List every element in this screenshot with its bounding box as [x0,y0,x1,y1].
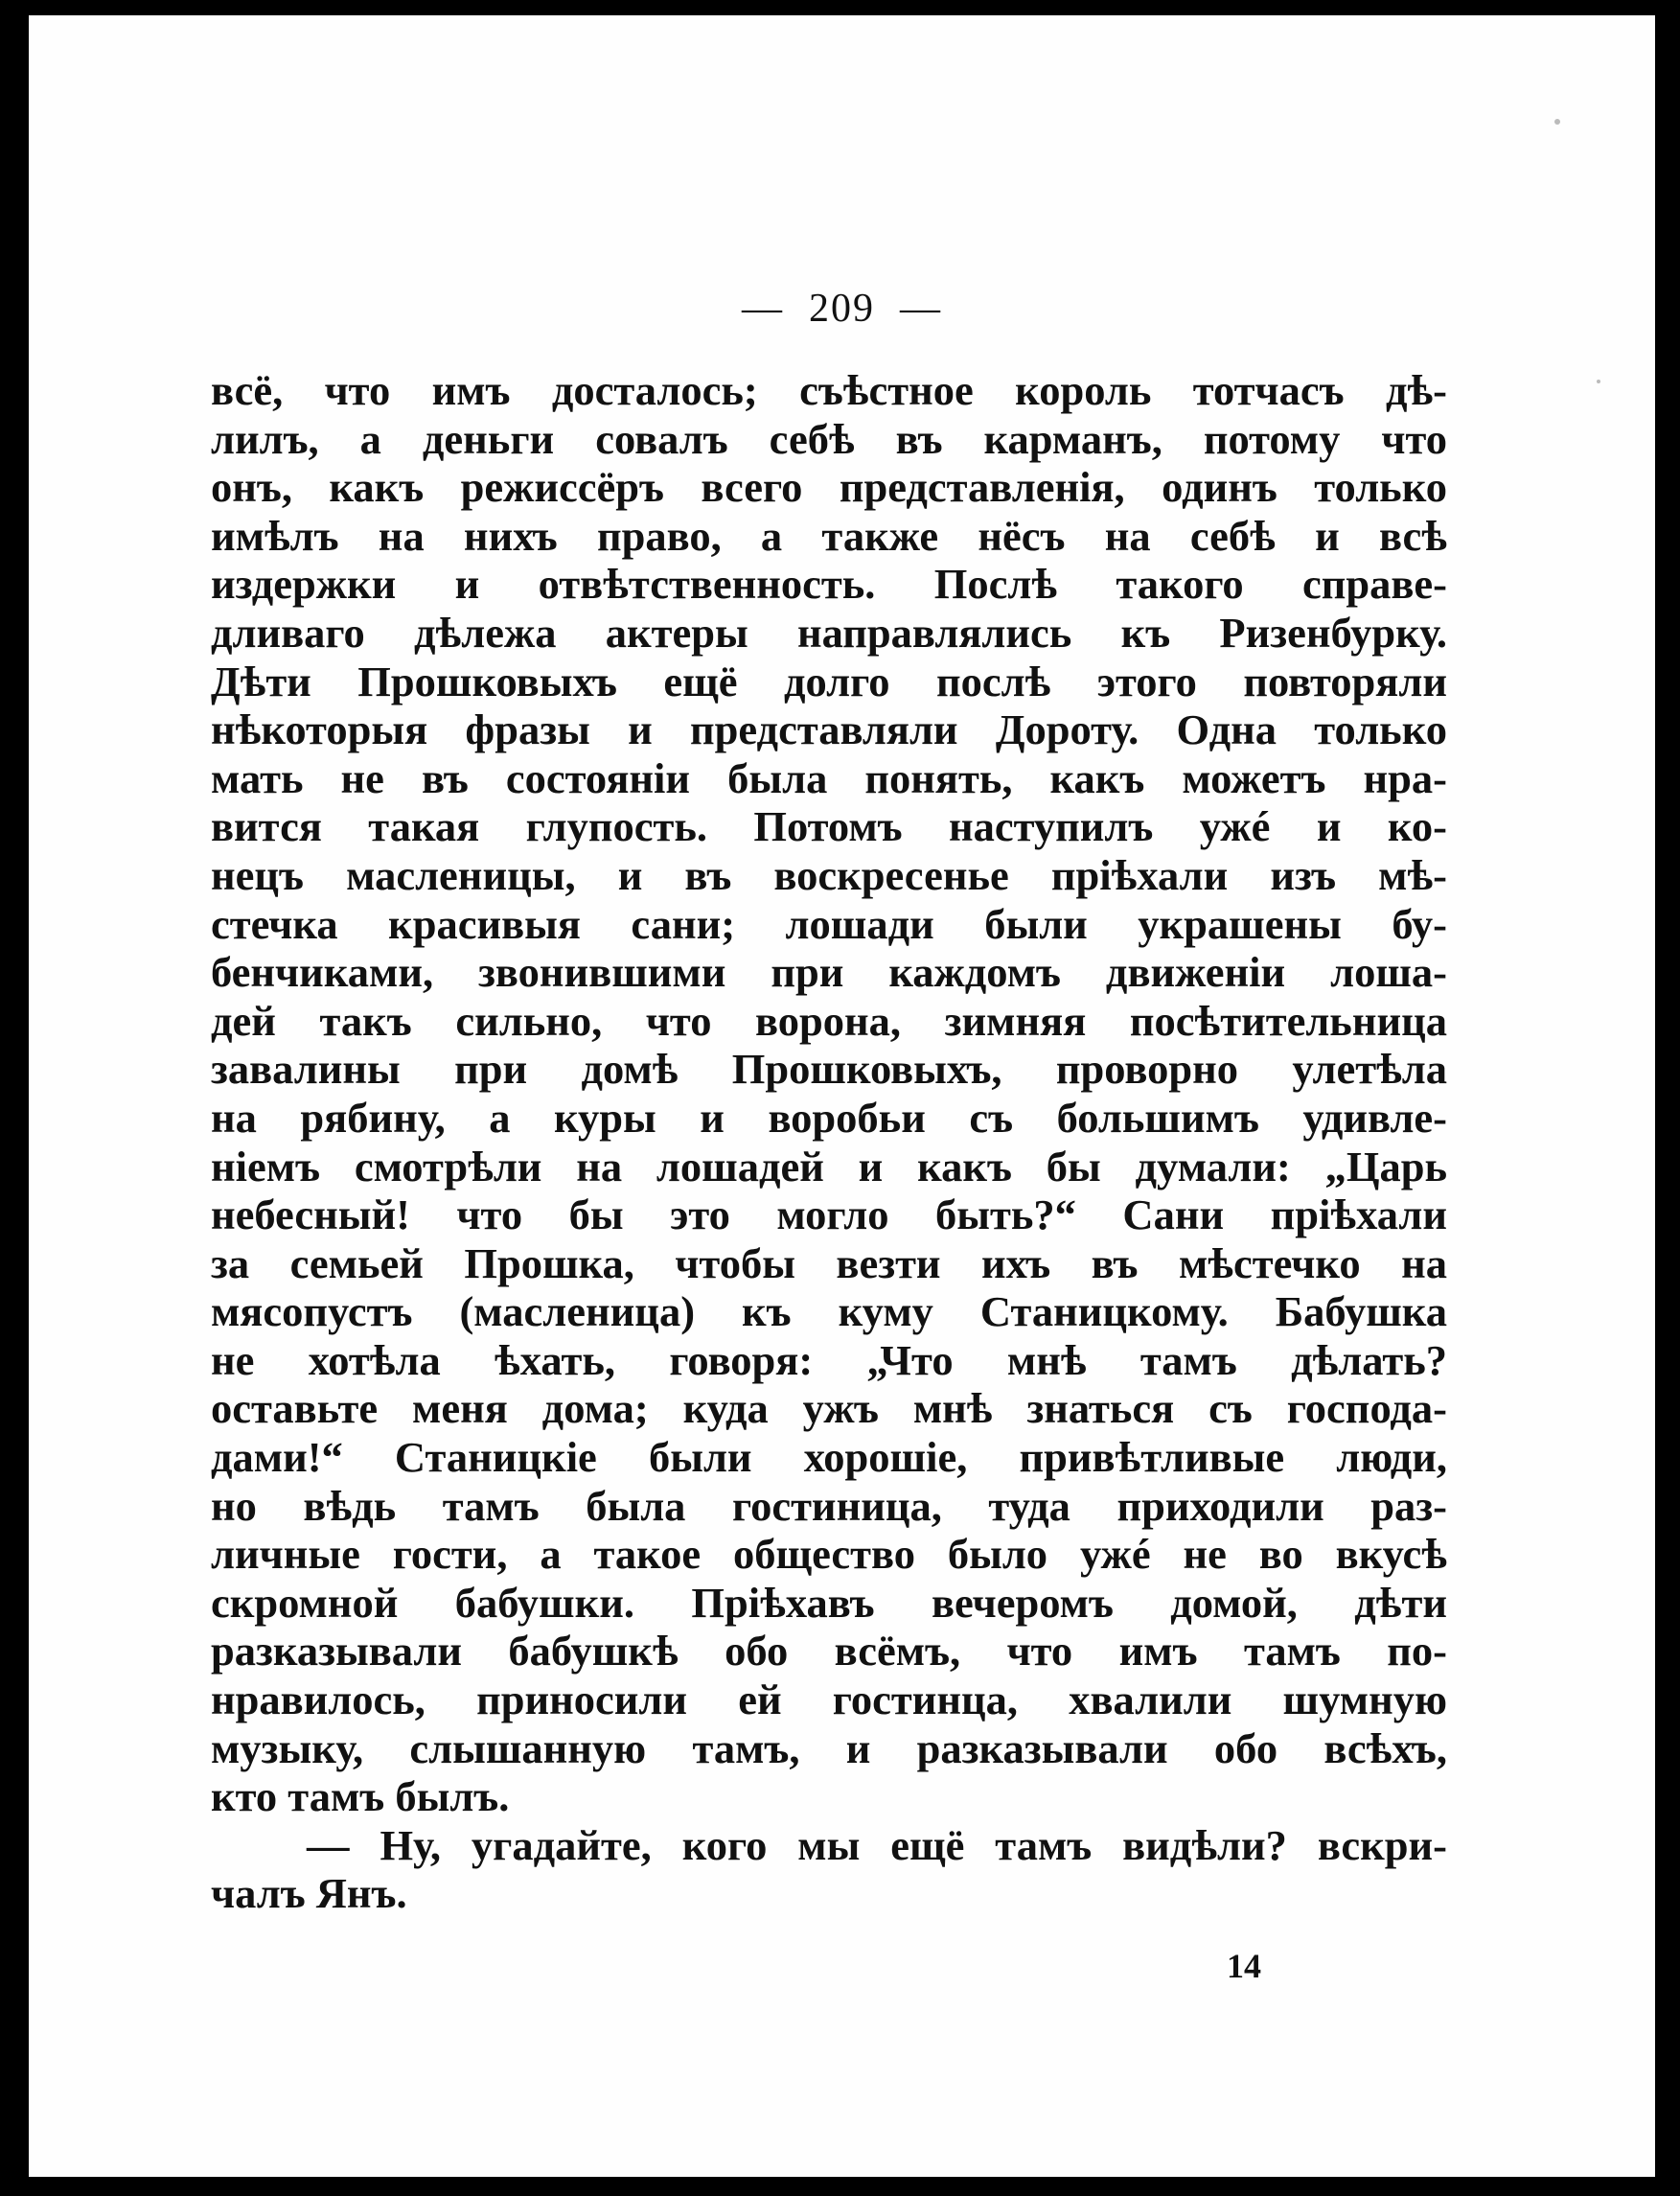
text-line: стечка красивыя сани; лошади были украшены бу- [211,899,1447,948]
text-line: скромной бабушки. Пріѣхавъ вечеромъ домой, дѣти [211,1578,1447,1627]
text-line: нѣкоторыя фразы и представляли Дороту. Одна только [211,705,1447,754]
text-line: за семьей Прошка, чтобы везти ихъ въ мѣстечко на [211,1238,1447,1287]
paper-speck [1554,119,1560,125]
text-line: дливаго дѣлежа актеры направлялись къ Ризенбурку. [211,608,1447,657]
text-line: небесный! что бы это могло быть?“ Сани пріѣхали [211,1190,1447,1239]
text-line: Дѣти Прошковыхъ ещё долго послѣ этого повторяли [211,657,1447,705]
text-line: но вѣдь тамъ была гостиница, туда приходили раз- [211,1481,1447,1530]
header-dash-right: — [900,287,942,331]
text-line: всё, что имъ досталось; съѣстное король тотчасъ дѣ- [211,366,1447,414]
text-line: мясопустъ (масленица) къ куму Станицкому. Бабушка [211,1287,1447,1336]
page-number: 209 [809,287,875,331]
signature-mark: 14 [1227,1947,1261,1985]
text-line: бенчиками, звонившими при каждомъ движеніи лоша- [211,948,1447,997]
text-line: онъ, какъ режиссёръ всего представленія, одинъ только [211,463,1447,512]
paper-speck [1597,380,1600,383]
text-line: разказывали бабушкѣ обо всёмъ, что имъ тамъ по- [211,1627,1447,1676]
text-line: вится такая глупость. Потомъ наступилъ ужé и ко- [211,802,1447,851]
text-line: нецъ масленицы, и въ воскресенье пріѣхали изъ мѣ- [211,850,1447,899]
text-line: личные гости, а такое общество было ужé не во вкусѣ [211,1530,1447,1579]
text-line: не хотѣла ѣхать, говоря: „Что мнѣ тамъ дѣлать? [211,1335,1447,1384]
text-line: оставьте меня дома; куда ужъ мнѣ знаться съ господа- [211,1384,1447,1433]
text-line: мать не въ состояніи была понять, какъ можетъ нра- [211,753,1447,802]
header-dash-left: — [742,287,784,331]
text-line-paragraph-end: кто тамъ былъ. [211,1772,510,1821]
page-header [29,286,1655,332]
body-text [211,366,1447,1918]
text-line: имѣлъ на нихъ право, а также нёсъ на себѣ и всѣ [211,511,1447,560]
text-line: музыку, слышанную тамъ, и разказывали обо всѣхъ, [211,1723,1447,1772]
text-line: дей такъ сильно, что ворона, зимняя посѣтительница [211,996,1447,1045]
text-line: нравилось, приносили ей гостинца, хвалили шумную [211,1676,1447,1724]
text-line: завалины при домѣ Прошковыхъ, проворно улетѣла [211,1045,1447,1094]
text-line-dialogue: — Ну, угадайте, кого мы ещё тамъ видѣли? вскри- [307,1820,1447,1869]
text-line: ніемъ смотрѣли на лошадей и какъ бы думали: „Царь [211,1142,1447,1190]
text-line: на рябину, а куры и воробьи съ большимъ удивле- [211,1093,1447,1142]
text-line-paragraph-end: чалъ Янъ. [211,1869,407,1918]
text-line: дами!“ Станицкіе были хорошіе, привѣтливые люди, [211,1433,1447,1482]
text-line: издержки и отвѣтственность. Послѣ такого справе- [211,560,1447,609]
book-page [29,15,1655,2177]
text-line: лилъ, а деньги совалъ себѣ въ карманъ, потому что [211,414,1447,463]
